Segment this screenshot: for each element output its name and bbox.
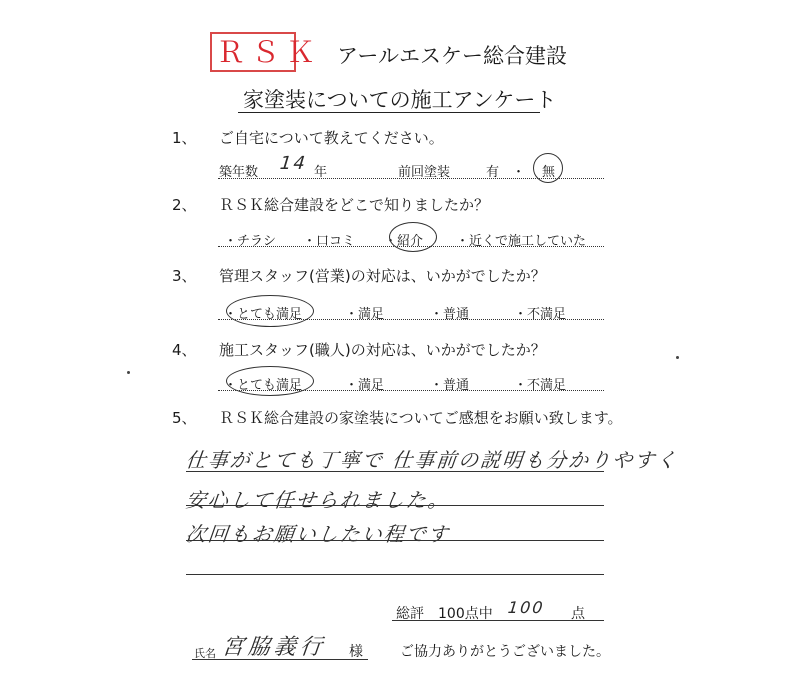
q2-dotted-line [218, 246, 604, 247]
q5-comment-line-3[interactable]: 次回もお願いしたい程です [184, 522, 452, 546]
q1-age-label: 築年数 [219, 165, 259, 180]
q5-answer-line-2 [186, 505, 604, 506]
q5-number: 5、 [172, 409, 197, 427]
title-underline [238, 112, 540, 113]
q3-option-very-satisfied[interactable]: ・とても満足 [224, 307, 303, 322]
q3-dotted-line [218, 319, 604, 320]
name-label: 氏名 [194, 647, 216, 660]
q2-selection-circle [389, 222, 437, 252]
survey-title: 家塗装についての施工アンケート [243, 88, 557, 112]
q4-text: 施工スタッフ(職人)の対応は、いかがでしたか？ [219, 341, 546, 359]
q2-option-word-of-mouth[interactable]: ・口コミ [303, 234, 356, 249]
stray-dot [127, 371, 130, 374]
q5-answer-line-4 [186, 574, 604, 575]
q1-age-unit: 年 [314, 165, 328, 180]
q1-dotted-line [218, 178, 604, 179]
q5-comment-line-2[interactable]: 安心して任せられました。 [184, 488, 452, 512]
q4-option-satisfied[interactable]: ・満足 [345, 378, 385, 393]
q1-option-yes[interactable]: 有 [486, 165, 500, 180]
q4-option-dissatisfied[interactable]: ・不満足 [514, 378, 567, 393]
q5-answer-line-3 [186, 540, 604, 541]
name-underline [192, 659, 368, 660]
score-value[interactable]: 100 [507, 598, 546, 617]
q1-text: ご自宅について教えてください。 [219, 129, 444, 147]
q4-option-very-satisfied[interactable]: ・とても満足 [224, 378, 303, 393]
q1-option-no[interactable]: 無 [542, 165, 556, 180]
q3-option-dissatisfied[interactable]: ・不満足 [514, 307, 567, 322]
score-underline [392, 620, 604, 621]
q4-dotted-line [218, 390, 604, 391]
score-label: 総評 100点中 [396, 606, 493, 622]
name-value[interactable]: 宮脇義行 [220, 635, 328, 660]
q1-number: 1、 [172, 129, 197, 147]
score-unit: 点 [571, 606, 585, 622]
q5-comment-line-1[interactable]: 仕事がとても丁寧で 仕事前の説明も分かりやすく [184, 448, 680, 472]
q2-option-nearby-work[interactable]: ・近くで施工していた [456, 234, 587, 249]
q2-option-referral[interactable]: ・紹介 [384, 234, 424, 249]
q1-prev-label: 前回塗装 [398, 165, 451, 180]
q4-number: 4、 [172, 341, 197, 359]
q1-separator: ・ [512, 165, 526, 180]
q3-number: 3、 [172, 267, 197, 285]
q3-text: 管理スタッフ(営業)の対応は、いかがでしたか？ [219, 267, 546, 285]
rsk-logo: ＲＳＫ [210, 32, 296, 72]
q2-number: 2、 [172, 196, 197, 214]
q4-option-neutral[interactable]: ・普通 [430, 378, 470, 393]
q1-age-value[interactable]: 14 [278, 153, 309, 174]
thanks-message: ご協力ありがとうございました。 [400, 644, 610, 660]
q3-option-neutral[interactable]: ・普通 [430, 307, 470, 322]
q2-text: ＲＳＫ総合建設をどこで知りましたか？ [219, 196, 490, 214]
stray-dot [676, 356, 679, 359]
name-honorific: 様 [349, 644, 363, 660]
q4-selection-circle [226, 366, 314, 396]
q2-option-flyer[interactable]: ・チラシ [224, 234, 277, 249]
q3-selection-circle [226, 295, 314, 327]
q3-option-satisfied[interactable]: ・満足 [345, 307, 385, 322]
q5-text: ＲＳＫ総合建設の家塗装についてご感想をお願い致します。 [219, 409, 623, 427]
company-name: アールエスケー総合建設 [337, 44, 567, 68]
q5-answer-line-1 [186, 471, 604, 472]
